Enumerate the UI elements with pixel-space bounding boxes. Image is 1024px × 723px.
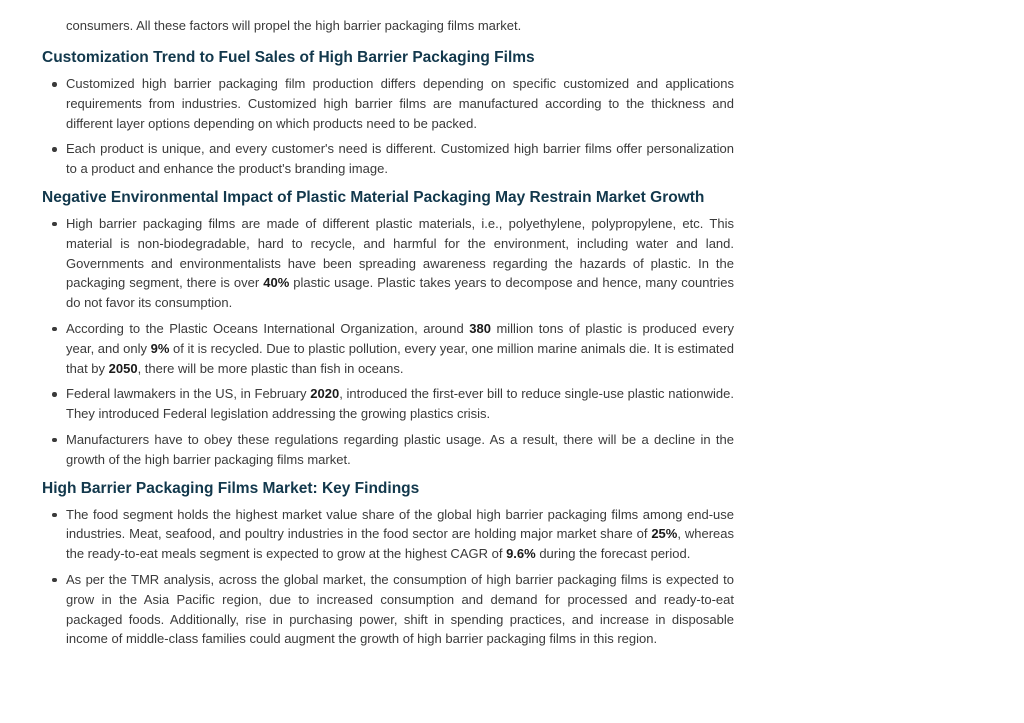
bullet-list-environmental xyxy=(42,214,734,470)
text-segment: Customized high barrier packaging film production differs depending on specific customized and applications requirements from industries. Customized high barrier films are manufactured according to the thickness and different layer options depending on which products need to be packed. xyxy=(66,76,734,131)
list-item xyxy=(66,384,734,424)
article-body xyxy=(42,16,734,649)
text-segment: The food segment holds the highest market value share of the global high barrier packaging films among end-use industries. Meat, seafood, and poultry industries in the food sector are holding major market share of xyxy=(66,506,734,542)
highlighted-figure: 2020 xyxy=(310,386,340,402)
list-item xyxy=(66,74,734,133)
text-segment: , introduced the first-ever bill to reduce single-use plastic nationwide. They introduced Federal legislation addressing the growing plastics crisis. xyxy=(66,386,734,422)
text-segment: High barrier packaging films are made of different plastic materials, i.e., polyethylene, polypropylene, etc. This material is non-biodegradable, hard to recycle, and harmful for the environment, including water and land. Governments and environmentalists have been spreading awareness regarding the hazards of plastic. In the packaging segment, there is over xyxy=(66,215,734,291)
highlighted-figure: 40% xyxy=(263,275,290,291)
text-segment: during the forecast period. xyxy=(535,546,691,562)
text-segment: Each product is unique, and every customer's need is different. Customized high barrier films offer personalization to a product and enhance the product's branding image. xyxy=(66,141,734,177)
list-item xyxy=(66,505,734,564)
text-segment: According to the Plastic Oceans International Organization, around xyxy=(66,320,470,336)
text-segment: million tons of plastic is produced every year, and only xyxy=(66,320,734,356)
bullet-list-key-findings xyxy=(42,505,734,650)
section-heading-key-findings: High Barrier Packaging Films Market: Key Findings xyxy=(42,479,420,497)
text-segment: Manufacturers have to obey these regulations regarding plastic usage. As a result, there will be a decline in the growth of the high barrier packaging films market. xyxy=(66,431,734,467)
text-segment: plastic usage. Plastic takes years to decompose and hence, many countries do not favor its consumption. xyxy=(66,275,734,311)
list-item xyxy=(66,139,734,179)
intro-paragraph-end: consumers. All these factors will propel the high barrier packaging films market. xyxy=(66,18,522,33)
highlighted-figure: 25% xyxy=(651,526,678,542)
text-segment: Federal lawmakers in the US, in February xyxy=(66,386,311,402)
list-item xyxy=(66,570,734,649)
list-item xyxy=(66,430,734,470)
text-segment: , whereas the ready-to-eat meals segment is expected to grow at the highest CAGR of xyxy=(66,526,734,562)
text-segment: , there will be more plastic than fish in oceans. xyxy=(137,360,404,376)
highlighted-figure: 9.6% xyxy=(506,546,536,562)
highlighted-figure: 380 xyxy=(469,320,491,336)
list-item xyxy=(66,214,734,313)
section-heading-customization-trend: Customization Trend to Fuel Sales of High Barrier Packaging Films xyxy=(42,49,535,66)
text-segment: As per the TMR analysis, across the global market, the consumption of high barrier packaging films is expected to grow in the Asia Pacific region, due to increased consumption and demand for processed and ready-to-eat packaged foods. Additionally, rise in purchasing power, shift in spending practices, and increase in disposable income of middle-class families could augment the growth of high barrier packaging films in this region. xyxy=(66,571,734,647)
text-segment: of it is recycled. Due to plastic pollution, every year, one million marine animals die. It is estimated that by xyxy=(66,340,734,376)
highlighted-figure: 2050 xyxy=(108,360,138,376)
section-heading-environmental-impact: Negative Environmental Impact of Plastic Material Packaging May Restrain Market Growth xyxy=(42,188,705,206)
highlighted-figure: 9% xyxy=(150,340,170,356)
bullet-list-customization xyxy=(42,74,734,179)
list-item xyxy=(66,319,734,378)
